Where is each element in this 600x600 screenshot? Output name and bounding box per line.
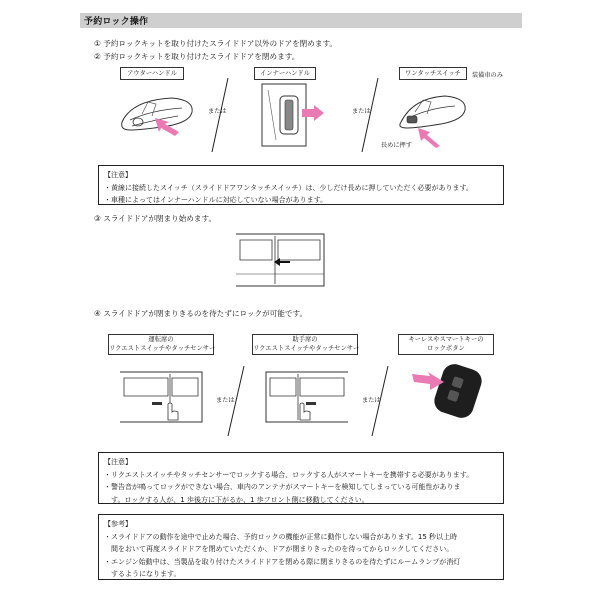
caution-box-1 <box>98 165 504 205</box>
step-4: ④ スライドドアが閉まりきるのを待たずにロックが可能です。 <box>94 309 308 318</box>
caution-line: ・黄線に接続したスイッチ（スライドドアワンタッチスイッチ）は、少しだけ長めに押していただく必要があります。 <box>104 183 473 192</box>
outer-handle-label: アウターハンドル <box>120 67 184 80</box>
caution-line: す。ロックする人が、1 歩後方に下がるか、1 歩フロント側に移動してください。 <box>104 495 369 504</box>
passenger-label-line2: リクエストスイッチやタッチセンサー <box>253 345 360 352</box>
caution-heading: 【注意】 <box>104 458 132 466</box>
or-text: または <box>362 397 381 404</box>
driver-side-car-illustration <box>118 364 206 426</box>
caution-line: ・車種によってはインナーハンドルに対応していない場合があります。 <box>104 196 328 204</box>
driver-request-switch-label <box>108 334 214 355</box>
driver-label-line1: 運転席の <box>148 336 174 343</box>
equipped-only-note: 装備車のみ <box>472 72 503 79</box>
driver-label-line2: リクエストスイッチやタッチセンサー <box>109 345 216 352</box>
inner-handle-label: インナーハンドル <box>254 67 316 80</box>
press-arrow-icon <box>418 128 440 148</box>
reference-heading: 【参考】 <box>104 520 132 528</box>
separator-line <box>360 76 380 156</box>
reference-box <box>98 514 504 580</box>
step-2: ② 予約ロックキットを取り付けたスライドドアを閉めます。 <box>94 52 300 61</box>
passenger-side-car-illustration <box>262 364 350 426</box>
reference-line: ・エンジン始動中は、当製品を取り付けたスライドドアを閉める際に閉まりきるのを待たずにルームランプが消灯 <box>104 557 461 566</box>
or-text: または <box>216 397 235 404</box>
section-title: 予約ロック操作 <box>84 17 149 27</box>
caution-line: ・リクエストスイッチやタッチセンサーでロックする場合、ロックする人がスマートキーを携帯する必要があります。 <box>104 470 474 479</box>
caution-line: ・警告音が鳴ってロックができない場合、車内のアンテナがスマートキーを検知してしまっている可能性がありま <box>104 483 461 491</box>
key-label-line1: キーレスやスマートキーの <box>408 336 484 343</box>
long-press-text: 長めに押す <box>381 142 412 149</box>
caution-box-2 <box>98 452 504 504</box>
key-lock-button-label <box>398 334 494 355</box>
passenger-request-switch-label <box>252 334 358 355</box>
passenger-label-line1: 助手席の <box>292 336 318 343</box>
caution-heading: 【注意】 <box>104 171 132 179</box>
step-1: ① 予約ロックキットを取り付けたスライドドア以外のドアを閉めます。 <box>94 39 338 48</box>
slide-arrow-icon <box>302 105 324 121</box>
smart-key-illustration <box>412 362 488 420</box>
separator-line <box>210 76 230 156</box>
or-text: または <box>352 108 371 115</box>
or-text: または <box>208 108 227 115</box>
reference-line: ・スライドドアの動作を途中で止めた場合、予約ロックの機能が正常に動作しない場合があります。15 秒以上時 <box>104 532 458 541</box>
onetouch-switch-label: ワンタッチスイッチ <box>399 67 467 80</box>
reference-line: するようになります。 <box>104 570 181 578</box>
key-label-line2: ロックボタン <box>427 345 465 352</box>
sliding-door-car-illustration <box>232 228 330 290</box>
step-3: ③ スライドドアが閉まり始めます。 <box>94 214 217 223</box>
pull-arrow-icon <box>155 118 185 140</box>
reference-line: 間をおいて再度スライドドアを閉めていただくか、ドアが閉まりきったのを待ってからロックしてください。 <box>104 545 454 553</box>
